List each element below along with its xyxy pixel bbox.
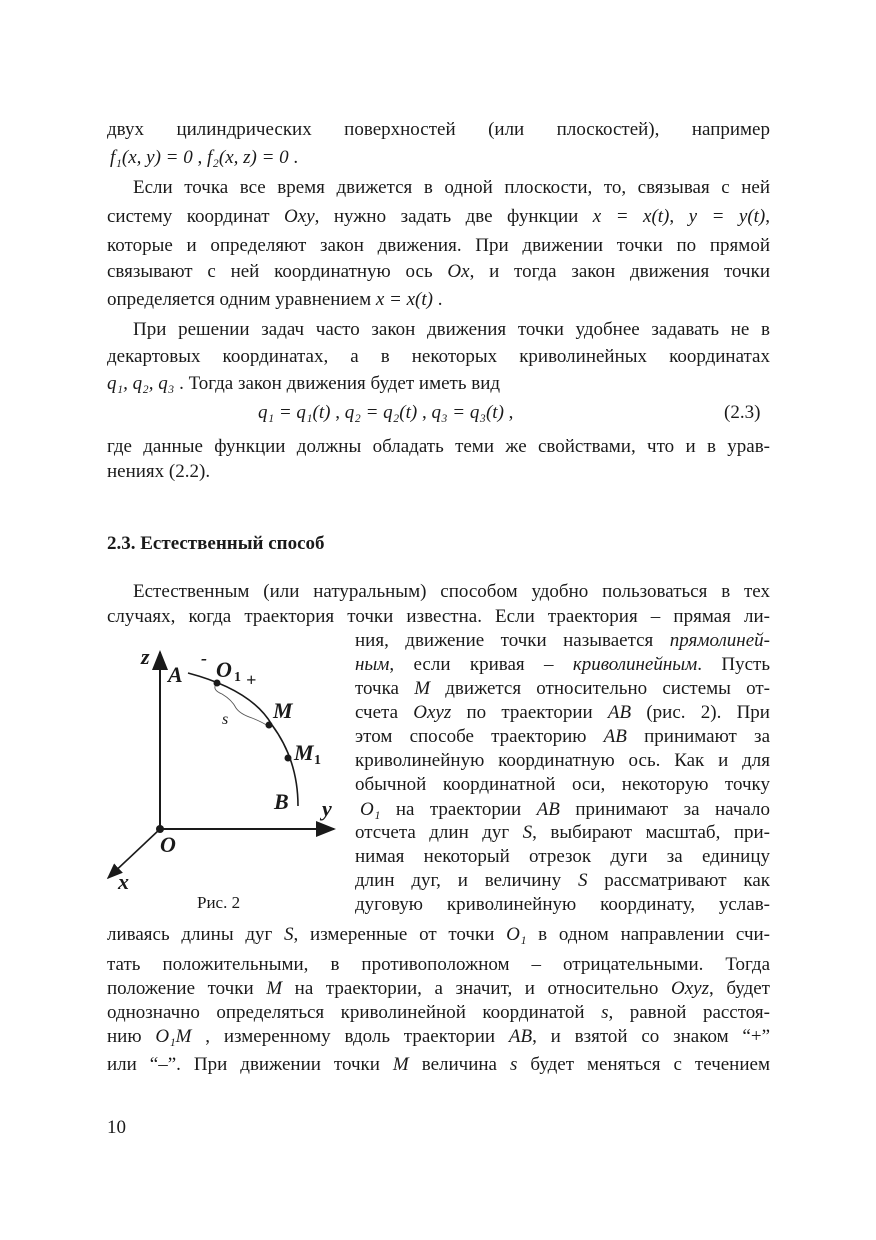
text-run: , измеренные от точки: [293, 924, 507, 945]
text-run: нениях (2.2).: [107, 461, 211, 482]
math-or-emphasis: f₂(x, z) = 0: [206, 147, 289, 168]
math-or-emphasis: криволинейным: [572, 654, 698, 675]
label-x: x: [118, 869, 129, 894]
text-line: [107, 289, 442, 311]
label-m: M: [273, 698, 293, 723]
text-run: определяется одним уравнением: [107, 289, 376, 310]
point-m1: [285, 755, 292, 762]
math-or-emphasis: AB: [508, 1026, 533, 1047]
text-run: случаях, когда траектория точки известна. Если траектория – прямая ли-: [107, 606, 770, 627]
text-line: [107, 206, 770, 228]
text-run: будет меняться с течением: [517, 1054, 770, 1075]
label-minus: -: [201, 648, 207, 668]
text-line: [355, 894, 770, 916]
label-o: O: [160, 832, 176, 857]
x-axis: [108, 829, 160, 878]
text-line: [107, 461, 210, 483]
label-b: B: [274, 789, 289, 814]
text-line: [107, 924, 770, 946]
text-run: , и взятой со знаком “+”: [532, 1026, 771, 1047]
text-run: двух цилиндрических поверхностей (или плоскостей), например: [107, 119, 770, 140]
math-or-emphasis: O₁: [360, 799, 381, 820]
math-or-emphasis: AB: [607, 702, 632, 723]
equation-number: (2.3): [724, 402, 761, 423]
math-or-emphasis: O₁: [506, 924, 527, 945]
math-or-emphasis: ным: [355, 654, 390, 675]
math-or-emphasis: x = x(t): [592, 206, 670, 227]
label-m1-sub: 1: [314, 753, 321, 768]
math-or-emphasis: S: [522, 822, 533, 843]
text-run: рассматривают как: [587, 870, 770, 891]
text-run: движется относительно системы от-: [430, 678, 771, 699]
text-run: в одном направлении счи-: [526, 924, 770, 945]
label-o1: O: [216, 657, 232, 682]
text-run: нимая некоторый отрезок дуги за единицу: [355, 846, 770, 867]
math-or-emphasis: M: [414, 678, 431, 699]
text-run: положение точки: [107, 978, 267, 999]
text-run: (рис. 2). При: [631, 702, 770, 723]
text-run: тать положительными, в противоположном – отрицательными. Тогда: [107, 954, 770, 975]
text-line: [355, 630, 770, 652]
text-run: нию: [107, 1026, 156, 1047]
text-line: [355, 654, 770, 676]
text-line: [107, 1054, 770, 1076]
text-line: [107, 261, 770, 283]
math-or-emphasis: y = y(t): [688, 206, 766, 227]
trajectory-arc: [188, 673, 298, 806]
text-run: .: [288, 147, 299, 168]
text-line: [355, 678, 770, 700]
text-run: на траектории: [380, 799, 537, 820]
text-line: [355, 726, 770, 748]
math-or-emphasis: x = x(t): [375, 289, 433, 310]
text-line: [133, 581, 770, 603]
text-run: ,: [503, 402, 514, 423]
text-run: величина: [408, 1054, 510, 1075]
text-run: , нужно задать две функции: [314, 206, 593, 227]
label-s: s: [222, 711, 229, 728]
math-or-emphasis: Oxy: [284, 206, 315, 227]
text-run: ,: [765, 206, 770, 227]
text-run: , выбирают масштаб, при-: [532, 822, 770, 843]
label-m1: M: [294, 740, 314, 765]
text-run: на траектории, а значит, и относительно: [282, 978, 671, 999]
figure-caption: Рис. 2: [197, 893, 241, 912]
text-run: принимают за: [626, 726, 770, 747]
text-line: [110, 147, 298, 169]
math-or-emphasis: O₁M: [155, 1026, 192, 1047]
text-run: . Тогда закон движения будет иметь вид: [174, 373, 501, 394]
text-run: . Пусть: [697, 654, 771, 675]
math-or-emphasis: Oxyz: [413, 702, 452, 723]
text-line: [107, 978, 770, 1000]
text-line: [107, 436, 770, 458]
text-run: .: [432, 289, 443, 310]
text-line: [107, 119, 770, 141]
text-line: [355, 702, 770, 724]
text-run: , и тогда закон движения точки: [469, 261, 770, 282]
text-run: отсчета длин дуг: [355, 822, 523, 843]
text-line: [133, 319, 770, 341]
text-run: дуговую криволинейную координату, услав-: [355, 894, 770, 915]
text-run: принимают за начало: [559, 799, 770, 820]
section-heading: 2.3. Естественный способ: [107, 533, 325, 554]
math-or-emphasis: q₃ = q₃(t): [431, 402, 504, 423]
math-or-emphasis: AB: [536, 799, 560, 820]
text-run: ливаясь длины дуг: [107, 924, 285, 945]
page-number: 10: [107, 1117, 126, 1138]
text-line: [107, 1026, 770, 1048]
math-or-emphasis: q₂ = q₂(t): [344, 402, 418, 423]
math-or-emphasis: Oxyz: [671, 978, 709, 999]
text-run: связывают с ней координатную ось: [107, 261, 448, 282]
text-line: [107, 954, 770, 976]
label-a: A: [168, 662, 183, 687]
math-or-emphasis: q₁, q₂, q₃: [107, 373, 175, 394]
text-run: ,: [330, 402, 345, 423]
text-line: [355, 846, 770, 868]
math-or-emphasis: f₁(x, y) = 0: [110, 147, 193, 168]
text-run: счета: [355, 702, 414, 723]
text-run: длин дуг, и величину: [355, 870, 578, 891]
text-run: этом способе траекторию: [355, 726, 604, 747]
text-run: , равной расстоя-: [608, 1002, 770, 1023]
text-run: При решении задач часто закон движения точки удобнее задавать не в: [133, 319, 770, 340]
math-or-emphasis: M: [266, 978, 283, 999]
label-o1-sub: 1: [234, 670, 241, 685]
math-or-emphasis: AB: [603, 726, 627, 747]
text-run: ния, движение точки называется: [355, 630, 670, 651]
math-or-emphasis: s: [601, 1002, 609, 1023]
text-run: Если точка все время движется в одной плоскости, то, связывая с ней: [133, 177, 770, 198]
math-or-emphasis: S: [577, 870, 588, 891]
label-z: z: [141, 644, 150, 669]
text-run: , будет: [708, 978, 770, 999]
text-line: [107, 1002, 770, 1024]
text-run: ,: [192, 147, 207, 168]
text-run: точка: [355, 678, 415, 699]
text-run: однозначно определяться криволинейной координатой: [107, 1002, 602, 1023]
text-run: декартовых координатах, а в некоторых криволинейных координатах: [107, 346, 770, 367]
text-line: [107, 346, 770, 368]
text-run: криволинейную координатную ось. Как и для: [355, 750, 770, 771]
text-run: Естественным (или натуральным) способом удобно пользоваться в тех: [133, 581, 770, 602]
text-run: ,: [669, 206, 689, 227]
text-run: по траектории: [451, 702, 608, 723]
text-run: которые и определяют закон движения. При движении точки по прямой: [107, 235, 770, 256]
text-line: [133, 177, 770, 199]
text-line: [355, 822, 770, 844]
text-run: где данные функции должны обладать теми же свойствами, что и в урав-: [107, 436, 770, 457]
label-y: y: [322, 796, 332, 821]
text-line: [107, 373, 500, 395]
math-or-emphasis: Ox: [447, 261, 470, 282]
text-line: [355, 750, 770, 772]
math-or-emphasis: q₁ = q₁(t): [258, 402, 331, 423]
text-line: [360, 799, 770, 821]
figure-2-trajectory-diagram: [100, 640, 350, 920]
text-run: систему координат: [107, 206, 285, 227]
text-run: или “–”. При движении точки: [107, 1054, 393, 1075]
text-run: ,: [417, 402, 432, 423]
math-or-emphasis: S: [284, 924, 294, 945]
math-or-emphasis: M: [392, 1054, 409, 1075]
text-run: , если кривая –: [389, 654, 573, 675]
text-line: [355, 870, 770, 892]
text-line: [258, 402, 513, 424]
text-run: обычной координатной оси, некоторую точку: [355, 774, 770, 795]
text-run: , измеренному вдоль траектории: [191, 1026, 509, 1047]
point-m: [266, 722, 273, 729]
text-line: [107, 235, 770, 257]
text-line: [107, 606, 770, 628]
text-line: [355, 774, 770, 796]
label-plus: +: [246, 670, 257, 690]
math-or-emphasis: s: [509, 1054, 518, 1075]
math-or-emphasis: прямолиней-: [669, 630, 770, 651]
